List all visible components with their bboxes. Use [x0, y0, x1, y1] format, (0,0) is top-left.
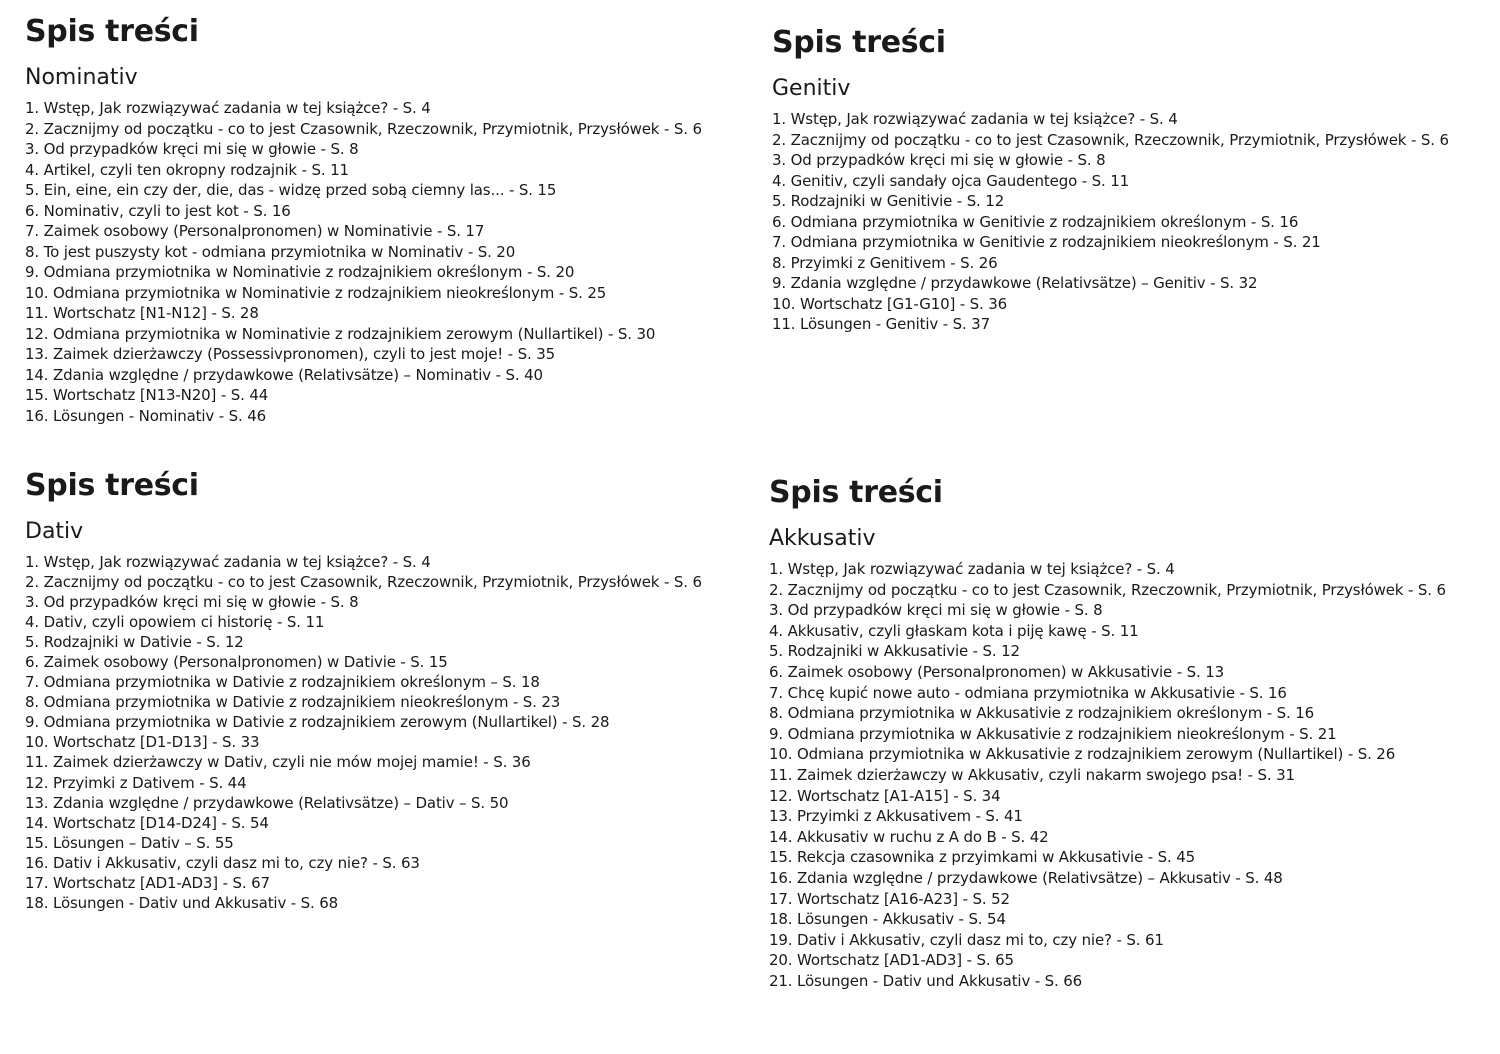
toc-entry: 3. Od przypadków kręci mi się w głowie - S. 8	[25, 593, 359, 612]
toc-entry: 10. Wortschatz [D1-D13] - S. 33	[25, 733, 260, 752]
toc-entry: 4. Dativ, czyli opowiem ci historię - S. 11	[25, 613, 325, 632]
toc-entry: 15. Rekcja czasownika z przyimkami w Akkusativie - S. 45	[769, 848, 1196, 867]
toc-entry: 5. Rodzajniki w Genitivie - S. 12	[772, 192, 1005, 210]
toc-entry: 9. Zdania względne / przydawkowe (Relativsätze) – Genitiv - S. 32	[772, 274, 1258, 292]
toc-entry: 1. Wstęp, Jak rozwiązywać zadania w tej książce? - S. 4	[25, 553, 431, 571]
toc-entry: 2. Zacznijmy od początku - co to jest Czasownik, Rzeczownik, Przymiotnik, Przysłówek - S. 6	[25, 573, 702, 592]
toc-entry: 13. Zdania względne / przydawkowe (Relativsätze) – Dativ – S. 50	[25, 793, 509, 812]
toc-entry: 7. Odmiana przymiotnika w Genitivie z rodzajnikiem nieokreślonym - S. 21	[772, 233, 1321, 251]
toc-entry: 4. Genitiv, czyli sandały ojca Gaudentego - S. 11	[772, 171, 1129, 190]
toc-entry: 5. Rodzajniki w Dativie - S. 12	[25, 633, 244, 652]
toc-entry: 13. Przyimki z Akkusativem - S. 41	[769, 807, 1023, 826]
toc-entry: 16. Lösungen - Nominativ - S. 46	[25, 406, 267, 425]
toc-subheading: Dativ	[25, 519, 84, 544]
toc-entry: 14. Wortschatz [D14-D24] - S. 54	[25, 813, 269, 832]
toc-entry: 13. Zaimek dzierżawczy (Possessivpronomen), czyli to jest moje! - S. 35	[25, 345, 556, 363]
toc-entry: 8. Odmiana przymiotnika w Dativie z rodzajnikiem nieokreślonym - S. 23	[25, 693, 561, 712]
toc-entry: 6. Nominativ, czyli to jest kot - S. 16	[25, 201, 291, 220]
toc-entry: 8. Przyimki z Genitivem - S. 26	[772, 253, 998, 272]
toc-entry: 10. Wortschatz [G1-G10] - S. 36	[772, 294, 1008, 313]
toc-entry: 4. Artikel, czyli ten okropny rodzajnik - S. 11	[25, 160, 349, 179]
toc-entry: 14. Akkusativ w ruchu z A do B - S. 42	[769, 827, 1049, 846]
toc-entry: 7. Zaimek osobowy (Personalpronomen) w Nominativie - S. 17	[25, 222, 485, 240]
toc-subheading: Akkusativ	[769, 526, 876, 551]
toc-heading: Spis treści	[25, 468, 199, 503]
toc-entry: 16. Dativ i Akkusativ, czyli dasz mi to, czy nie? - S. 63	[25, 853, 420, 872]
toc-entry: 12. Odmiana przymiotnika w Nominativie z rodzajnikiem zerowym (Nullartikel) - S. 30	[25, 324, 656, 343]
toc-entry: 16. Zdania względne / przydawkowe (Relativsätze) – Akkusativ - S. 48	[769, 868, 1283, 887]
toc-section-nominativ	[25, 14, 702, 426]
toc-entry: 1. Wstęp, Jak rozwiązywać zadania w tej książce? - S. 4	[772, 110, 1178, 128]
toc-entry: 3. Od przypadków kręci mi się w głowie - S. 8	[25, 140, 359, 158]
toc-entry: 17. Wortschatz [AD1-AD3] - S. 67	[25, 873, 270, 892]
toc-entry: 8. To jest puszysty kot - odmiana przymiotnika w Nominativ - S. 20	[25, 242, 516, 261]
toc-entry: 7. Chcę kupić nowe auto - odmiana przymiotnika w Akkusativie - S. 16	[769, 683, 1287, 702]
toc-section-dativ	[25, 468, 702, 913]
toc-entry: 11. Lösungen - Genitiv - S. 37	[772, 315, 990, 333]
toc-heading: Spis treści	[25, 14, 199, 49]
toc-entry: 12. Wortschatz [A1-A15] - S. 34	[769, 786, 1001, 805]
toc-entry: 15. Wortschatz [N13-N20] - S. 44	[25, 386, 269, 404]
toc-heading: Spis treści	[772, 25, 946, 60]
toc-entry: 20. Wortschatz [AD1-AD3] - S. 65	[769, 951, 1014, 970]
toc-section-akkusativ	[769, 475, 1446, 991]
toc-section-genitiv	[772, 25, 1449, 335]
toc-subheading: Nominativ	[25, 65, 138, 90]
toc-entry: 18. Lösungen - Akkusativ - S. 54	[769, 910, 1006, 929]
toc-entry: 6. Zaimek osobowy (Personalpronomen) w Akkusativie - S. 13	[769, 662, 1225, 681]
toc-entry: 7. Odmiana przymiotnika w Dativie z rodzajnikiem określonym – S. 18	[25, 673, 540, 692]
toc-entry: 10. Odmiana przymiotnika w Akkusativie z rodzajnikiem zerowym (Nullartikel) - S. 26	[769, 745, 1396, 764]
toc-entry: 1. Wstęp, Jak rozwiązywać zadania w tej książce? - S. 4	[769, 560, 1175, 578]
toc-list	[772, 109, 1449, 335]
toc-list	[25, 552, 702, 913]
toc-entry: 11. Wortschatz [N1-N12] - S. 28	[25, 304, 259, 322]
toc-entry: 14. Zdania względne / przydawkowe (Relativsätze) – Nominativ - S. 40	[25, 365, 543, 384]
toc-list	[769, 559, 1446, 991]
toc-entry: 17. Wortschatz [A16-A23] - S. 52	[769, 889, 1010, 908]
toc-entry: 6. Odmiana przymiotnika w Genitivie z rodzajnikiem określonym - S. 16	[772, 212, 1299, 231]
toc-entry: 12. Przyimki z Dativem - S. 44	[25, 773, 247, 792]
toc-entry: 8. Odmiana przymiotnika w Akkusativie z rodzajnikiem określonym - S. 16	[769, 704, 1315, 723]
toc-entry: 2. Zacznijmy od początku - co to jest Czasownik, Rzeczownik, Przymiotnik, Przysłówek - S. 6	[769, 580, 1446, 599]
toc-entry: 9. Odmiana przymiotnika w Akkusativie z rodzajnikiem nieokreślonym - S. 21	[769, 724, 1337, 743]
toc-entry: 4. Akkusativ, czyli głaskam kota i piję kawę - S. 11	[769, 621, 1139, 640]
toc-entry: 15. Lösungen – Dativ – S. 55	[25, 833, 234, 852]
toc-entry: 2. Zacznijmy od początku - co to jest Czasownik, Rzeczownik, Przymiotnik, Przysłówek - S. 6	[772, 130, 1449, 149]
toc-entry: 11. Zaimek dzierżawczy w Akkusativ, czyli nakarm swojego psa! - S. 31	[769, 765, 1295, 784]
toc-heading: Spis treści	[769, 475, 943, 510]
toc-entry: 9. Odmiana przymiotnika w Dativie z rodzajnikiem zerowym (Nullartikel) - S. 28	[25, 713, 610, 732]
toc-entry: 19. Dativ i Akkusativ, czyli dasz mi to, czy nie? - S. 61	[769, 930, 1164, 949]
toc-entry: 10. Odmiana przymiotnika w Nominativie z rodzajnikiem nieokreślonym - S. 25	[25, 283, 607, 302]
toc-subheading: Genitiv	[772, 76, 851, 101]
toc-entry: 6. Zaimek osobowy (Personalpronomen) w Dativie - S. 15	[25, 653, 448, 672]
toc-list	[25, 98, 702, 426]
toc-entry: 5. Ein, eine, ein czy der, die, das - widzę przed sobą ciemny las... - S. 15	[25, 181, 557, 199]
toc-entry: 5. Rodzajniki w Akkusativie - S. 12	[769, 642, 1020, 661]
toc-entry: 2. Zacznijmy od początku - co to jest Czasownik, Rzeczownik, Przymiotnik, Przysłówek - S. 6	[25, 119, 702, 138]
toc-entry: 3. Od przypadków kręci mi się w głowie - S. 8	[772, 151, 1106, 169]
toc-entry: 21. Lösungen - Dativ und Akkusativ - S. 66	[769, 971, 1083, 990]
toc-entry: 1. Wstęp, Jak rozwiązywać zadania w tej książce? - S. 4	[25, 99, 431, 117]
toc-entry: 18. Lösungen - Dativ und Akkusativ - S. 68	[25, 893, 339, 912]
toc-entry: 3. Od przypadków kręci mi się w głowie - S. 8	[769, 601, 1103, 620]
toc-entry: 9. Odmiana przymiotnika w Nominativie z rodzajnikiem określonym - S. 20	[25, 263, 575, 281]
toc-entry: 11. Zaimek dzierżawczy w Dativ, czyli nie mów mojej mamie! - S. 36	[25, 753, 531, 772]
